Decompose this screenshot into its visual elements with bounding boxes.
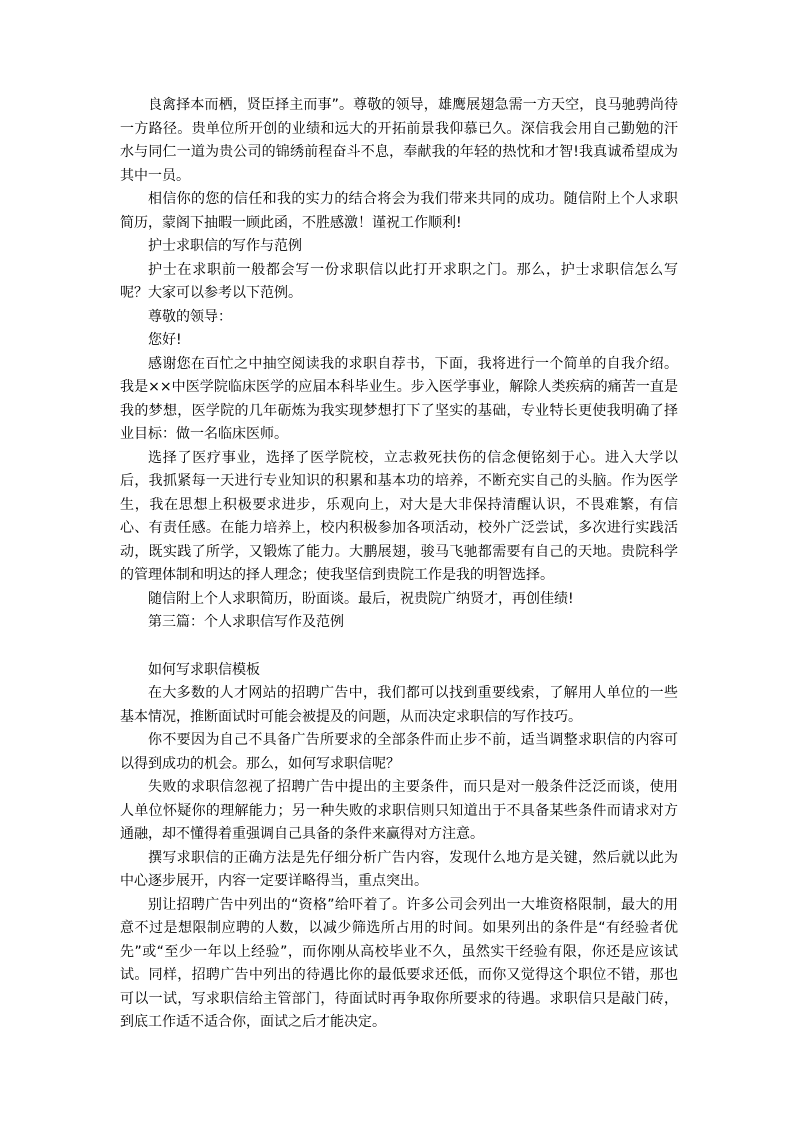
paragraph-job-ads: 在大多数的人才网站的招聘广告中，我们都可以找到重要线索，了解用人单位的一些基本情况，推断面试时可能会被提及的问题，从而决定求职信的写作技巧。 [120,685,678,725]
paragraph-nurse-intro: 护士在求职前一般都会写一份求职信以此打开求职之门。那么，护士求职信怎么写呢？大家可以参考以下范例。 [120,261,678,301]
section-heading-template: 如何写求职信模板 [148,661,260,678]
section-heading-nurse-letter: 护士求职信的写作与范例 [148,238,302,254]
paragraph-career-choice: 选择了医疗事业，选择了医学院校，立志救死扶伤的信念便铭刻于心。进入大学以后，我抓紧每一天进行专业知识的积累和基本功的培养，不断充实自己的头脑。作为医学生，我在思想上积极要求进步，乐观向上，对大是大非保持清醒认识，不畏难繁，有信心、有责任感。在能力培养上，校内积极参加各项活动，校外广泛尝试，多次进行实践活动，既实践了所学，又锻炼了能力。大鹏展翅，骏马飞驰都需要有自己的天地。贵院科学的管理体制和明达的择人理念；使我坚信到贵院工作是我的明智选择。 [120,449,678,583]
paragraph-closing-wishes: 相信你的您的信任和我的实力的结合将会为我们带来共同的成功。随信附上个人求职简历，蒙阁下抽暇一顾此函，不胜感激！谨祝工作顺利! [120,191,678,231]
paragraph-adjust-content: 你不要因为自己不具备广告所要求的全部条件而止步不前，适当调整求职信的内容可以得到成功的机会。那么，如何写求职信呢？ [120,732,678,772]
paragraph-correct-method: 撰写求职信的正确方法是先仔细分析广告内容，发现什么地方是关键，然后就以此为中心逐步展开，内容一定要详略得当，重点突出。 [120,849,678,889]
paragraph-closing-praise: 良禽择本而栖，贤臣择主而事”。尊敬的领导，雄鹰展翅急需一方天空，良马驰骋尚待一方路径。贵单位所开创的业绩和远大的开拓前景我仰慕已久。深信我会用自己勤勉的汗水与同仁一道为贵公司的锦绣前程奋斗不息，奉献我的年轻的热忱和才智!我真诚希望成为其中一员。 [120,97,678,184]
blank-line [120,635,678,659]
paragraph-qualifications: 别让招聘广告中列出的“资格”给吓着了。许多公司会列出一大堆资格限制，最大的用意不过是想限制应聘的人数，以减少筛选所占用的时间。如果列出的条件是“有经验者优先”或“至少一年以上经验”，而你刚从高校毕业不久，虽然实干经验有限，你还是应该试试。同样，招聘广告中列出的待遇比你的最低要求还低，而你又觉得这个职位不错，那也可以一试，写求职信给主管部门，待面试时再争取你所要求的待遇。求职信只是敲门砖，到底工作适不适合你，面试之后才能决定。 [120,896,678,1030]
letter-salutation: 尊敬的领导： [148,308,232,325]
paragraph-failed-letters: 失败的求职信忽视了招聘广告中提出的主要条件，而只是对一般条件泛泛而谈，使用人单位怀疑你的理解能力；另一种失败的求职信则只知道出于不具备某些条件而请求对方通融，却不懂得着重强调自己具备的条件来赢得对方注意。 [120,779,678,842]
document-page [120,94,678,1035]
paragraph-letter-closing: 随信附上个人求职简历，盼面谈。最后，祝贵院广纳贤才，再创佳绩! [148,590,574,607]
letter-greeting: 您好! [148,332,182,348]
paragraph-self-introduction: 感谢您在百忙之中抽空阅读我的求职自荐书，下面，我将进行一个简单的自我介绍。我是××中医学院临床医学的应届本科毕业生。步入医学事业，解除人类疾病的痛苦一直是我的梦想，医学院的几年砺炼为我实现梦想打下了坚实的基础，专业特长更使我明确了择业目标：做一名临床医师。 [120,355,678,442]
section-heading-third-part: 第三篇：个人求职信写作及范例 [148,614,344,630]
